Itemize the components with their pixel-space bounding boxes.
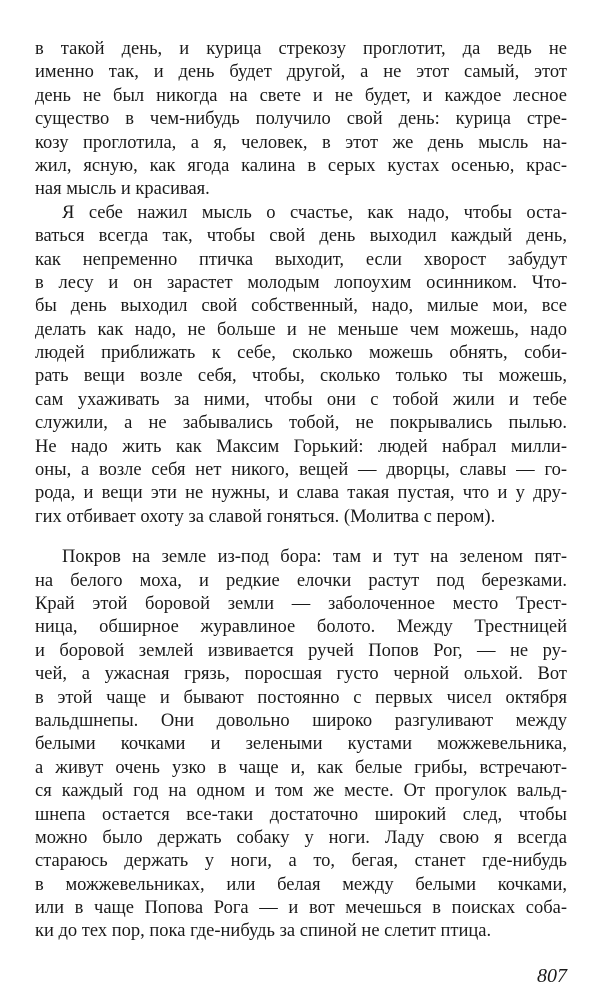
text-line: людей приближать к себе, сколько можешь обнять, соби- bbox=[35, 343, 567, 364]
section-break bbox=[35, 529, 567, 546]
text-line: существо в чем-нибудь получило свой день: курица стре- bbox=[35, 109, 567, 130]
text-line: козу проглотила, а я, человек, в этот же день мысль на- bbox=[35, 132, 567, 153]
text-line: рода, и вещи эти не нужны, и слава такая пустая, что и у дру- bbox=[35, 483, 567, 504]
text-line: чей, а ужасная грязь, поросшая густо черной ольхой. Вот bbox=[35, 664, 567, 685]
text-line: делать как надо, не больше и не меньше чем можешь, надо bbox=[35, 319, 567, 340]
text-line: гих отбивает охоту за славой гоняться. (Молитва с пером). bbox=[35, 506, 496, 527]
text-line: в этой чаще и бывают постоянно с первых чисел октября bbox=[35, 687, 567, 708]
text-line: рать вещи возле себя, чтобы, сколько только ты можешь, bbox=[35, 366, 567, 387]
text-line: Край этой боровой земли — заболоченное место Трест- bbox=[35, 593, 567, 614]
text-line: шнепа остается все-таки достаточно широкий след, чтобы bbox=[35, 804, 567, 825]
text-line: вальдшнепы. Они довольно широко разгуливают между bbox=[35, 710, 567, 731]
paragraph bbox=[35, 38, 567, 202]
text-line: или в чаще Попова Рога — и вот мечешься в поисках соба- bbox=[35, 898, 567, 919]
text-line: ница, обширное журавлиное болото. Между Трестницей bbox=[35, 617, 567, 638]
text-line: Я себе нажил мысль о счастье, как надо, чтобы оста- bbox=[62, 202, 567, 223]
text-line: ная мысль и красивая. bbox=[35, 179, 210, 200]
text-line: оны, а возле себя нет никого, вещей — дворцы, славы — го- bbox=[35, 460, 567, 481]
text-line: бы день выходил свой собственный, надо, милые мои, все bbox=[35, 296, 567, 317]
text-line: ки до тех пор, пока где-нибудь за спиной не слетит птица. bbox=[35, 921, 492, 942]
text-line: можно было держать собаку у ноги. Ладу свою я всегда bbox=[35, 827, 567, 848]
text-line: в лесу и он зарастет молодым лопоухим осинником. Что- bbox=[35, 272, 567, 293]
paragraph bbox=[35, 546, 567, 944]
text-line: жил, ясную, как ягода калина в серых кустах осенью, крас- bbox=[35, 155, 567, 176]
text-line: в такой день, и курица стрекозу проглотит, да ведь не bbox=[35, 39, 567, 59]
text-line: ся каждый год на одном и том же месте. От прогулок вальд- bbox=[35, 781, 567, 802]
paragraph bbox=[35, 202, 567, 529]
text-line: и боровой землей извивается ручей Попов Рог, — не ру- bbox=[35, 640, 567, 661]
text-line: ваться всегда так, чтобы свой день выходил каждый день, bbox=[35, 226, 567, 247]
page-body-text bbox=[35, 38, 567, 944]
text-line: в можжевельниках, или белая между белыми кочками, bbox=[35, 874, 567, 895]
text-line: на белого моха, и редкие елочки растут под березками. bbox=[35, 570, 567, 591]
text-line: белыми кочками и зелеными кустами можжевельника, bbox=[35, 734, 567, 755]
page-number: 807 bbox=[537, 965, 567, 987]
text-line: стараюсь держать у ноги, а то, бегая, станет где-нибудь bbox=[35, 851, 567, 872]
text-line: Покров на земле из-под бора: там и тут на зеленом пят- bbox=[62, 547, 567, 568]
text-line: Не надо жить как Максим Горький: людей набрал милли- bbox=[35, 436, 567, 457]
text-line: а живут очень узко в чаще и, как белые грибы, встречают- bbox=[35, 757, 567, 778]
text-line: именно так, и день будет другой, а не этот самый, этот bbox=[35, 62, 567, 83]
text-line: сам ухаживать за ними, чтобы они с тобой жили и тебе bbox=[35, 389, 567, 410]
text-line: служили, а не забывались тобой, не покрывались пылью. bbox=[35, 413, 567, 434]
text-line: день не был никогда на свете и не будет, и каждое лесное bbox=[35, 85, 567, 106]
text-line: как непременно птичка выходит, если хворост забудут bbox=[35, 249, 567, 270]
